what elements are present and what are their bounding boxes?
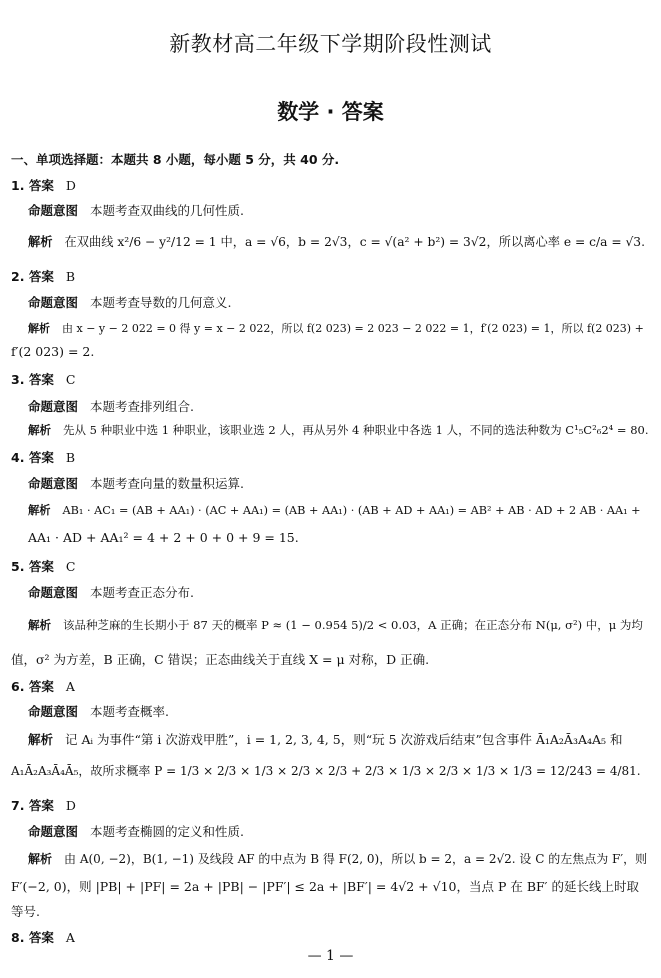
q7-answer: 7. 答案 D: [11, 798, 76, 813]
page-title: 新教材高二年级下学期阶段性测试: [169, 32, 492, 56]
q4-analysis: 解析 AB₁ · AC₁ = (AB + AA₁) · (AC + AA₁) = (AB + AA₁) · (AB + AD + AA₁) = AB² + AB · AD + 2 AB · AA₁ +: [28, 504, 641, 517]
q5-analysis: 解析 该品种芝麻的生长期小于 87 天的概率 P ≈ (1 − 0.954 5)/2 < 0.03，A 正确；在正态分布 N(μ, σ²) 中，μ 为均: [28, 618, 643, 632]
q7-intent: 命题意图 本题考查椭圆的定义和性质.: [28, 824, 244, 839]
q1-analysis: 解析 在双曲线 x²/6 − y²/12 = 1 中，a = √6，b = 2√3，c = √(a² + b²) = 3√2，所以离心率 e = c/a = √3.: [28, 235, 645, 249]
page-number: — 1 —: [307, 948, 354, 964]
q1-intent: 命题意图 本题考查双曲线的几何性质.: [28, 203, 244, 218]
q7-analysis-cont: F′(−2, 0)，则 |PB| + |PF| = 2a + |PB| − |PF′| ≤ 2a + |BF′| = 4√2 + √10，当点 P 在 BF′ 的延长线上时取: [11, 879, 639, 894]
q3-answer: 3. 答案 C: [11, 372, 76, 387]
q6-intent: 命题意图 本题考查概率.: [28, 704, 169, 719]
q2-intent: 命题意图 本题考查导数的几何意义.: [28, 295, 232, 310]
q3-analysis: 解析 先从 5 种职业中选 1 种职业，该职业选 2 人，再从另外 4 种职业中各选 1 人，不同的选法种数为 C¹₅C²₆2⁴ = 80.: [28, 423, 649, 437]
q5-answer: 5. 答案 C: [11, 559, 76, 574]
q2-analysis: 解析 由 x − y − 2 022 = 0 得 y = x − 2 022，所以 f(2 023) = 2 023 − 2 022 = 1，f′(2 023) = 1，所以 f(2 023) +: [28, 322, 644, 335]
q7-analysis-cont2: 等号.: [11, 904, 40, 919]
q8-answer: 8. 答案 A: [11, 930, 75, 945]
page-subtitle: 数学 · 答案: [277, 100, 384, 124]
q5-analysis-cont: 值，σ² 为方差，B 正确，C 错误；正态曲线关于直线 X = μ 对称，D 正确.: [11, 652, 430, 667]
q2-answer: 2. 答案 B: [11, 269, 76, 284]
q7-analysis: 解析 由 A(0, −2)，B(1, −1) 及线段 AF 的中点为 B 得 F(2, 0)，所以 b = 2，a = 2√2. 设 C 的左焦点为 F′，则: [28, 852, 648, 866]
q4-intent: 命题意图 本题考查向量的数量积运算.: [28, 476, 244, 491]
q6-answer: 6. 答案 A: [11, 679, 75, 694]
q2-analysis-cont: f′(2 023) = 2.: [11, 344, 95, 359]
section-heading: 一、单项选择题：本题共 8 小题，每小题 5 分，共 40 分.: [11, 152, 340, 167]
q6-analysis-cont: A₁Ā₂A₃Ā₄Ā₅，故所求概率 P = 1/3 × 2/3 × 1/3 × 2/3 × 2/3 + 2/3 × 1/3 × 2/3 × 1/3 × 1/3 = 12/243 = 4/81.: [11, 764, 641, 778]
q1-answer: 1. 答案 D: [11, 178, 76, 193]
q6-analysis: 解析 记 Aᵢ 为事件“第 i 次游戏甲胜”，i = 1, 2, 3, 4, 5，则“玩 5 次游戏后结束”包含事件 Ā₁A₂Ā₃A₄A₅ 和: [28, 732, 623, 747]
q5-intent: 命题意图 本题考查正态分布.: [28, 585, 194, 600]
q4-answer: 4. 答案 B: [11, 450, 76, 465]
q4-analysis-cont: AA₁ · AD + AA₁² = 4 + 2 + 0 + 0 + 9 = 15.: [28, 530, 299, 545]
q3-intent: 命题意图 本题考查排列组合.: [28, 399, 194, 414]
